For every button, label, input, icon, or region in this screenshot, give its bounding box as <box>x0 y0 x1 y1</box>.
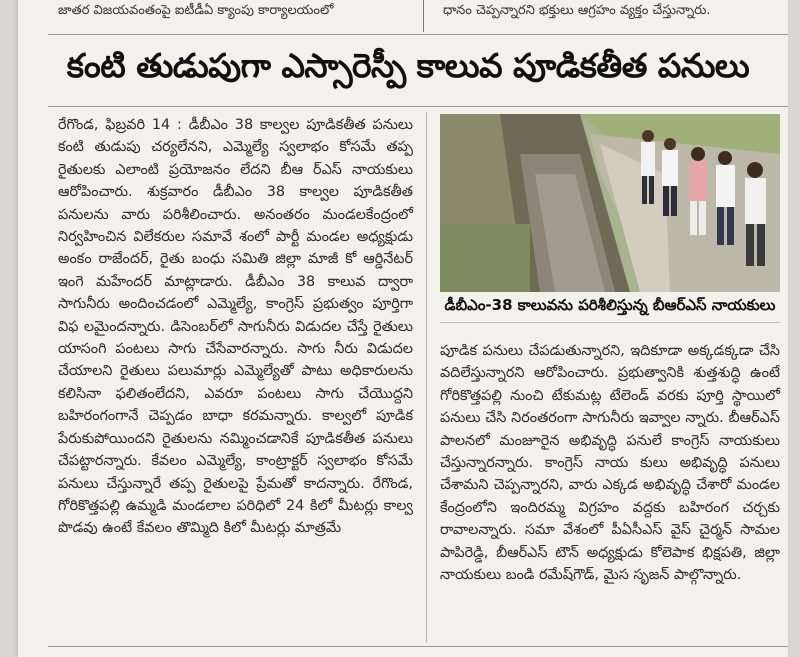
article-body-left-column <box>58 114 413 540</box>
column-divider <box>426 112 427 642</box>
headline-divider <box>48 106 788 107</box>
left-column-text: రేగొండ, ఫిబ్రవరి 14 : డీబీఎం 38 కాల్వల పూడికతీత పనులు కంటి తుడుపు చర్యలేనని, ఎమ్మెల్యే స్వలాభం కోసమే తప్ప రైతులకు ఎలాంటి ప్రయోజనం లేదని బీఆ ర్ఎస్ నాయకులు ఆరోపించారు. శుక్రవారం డీబీఎం 38 కాల్వల పూడికతీత పనులను వారు పరిశీలించారు. అనంతరం మండలకేంద్రంలో నిర్వహించిన విలేకరుల సమావే శంలో పార్టీ మండల అధ్యక్షుడు అంకం రాజేందర్, రైతు బంధు సమితి జిల్లా మాజీ కో ఆర్డినేటర్ ఇంగె మహేందర్ మాట్లాడారు. డీబీఎం 38 కాలువ ద్వారా సాగునీరు అందించడంలో ఎమ్మెల్యే, కాంగ్రెస్ ప్రభుత్వం పూర్తిగా విఫ లమైందన్నారు. డిసెంబర్‌లో సాగునీరు విడుదల చేస్తే రైతులు యాసంగి పంటలు సాగు చేసేవారన్నారు. సాగు నీరు విడుదల చేయాలని రైతులు పలుమార్లు ఎమ్మెల్యేతో పాటు అధికారులను కలిసినా ఫలితంలేదని, ఎవరూ పంటలు సాగు చేయొద్దని బహిరంగంగానే చెప్పడం బాధా కరమన్నారు. కాల్వలో పూడిక పేరుకుపోయిందని రైతులను నమ్మించడానికే పూడికతీత పనులు చేపట్టారన్నారు. కేవలం ఎమ్మెల్యే, కాంట్రాక్టర్ స్వలాభం కోసమే పనులు చేస్తున్నారే తప్ప రైతులపై ప్రేమతో కాదన్నారు. రేగొండ, గోరికొత్తపల్లి ఉమ్మడి మండలాల పరిధిలో 24 కిలో మీటర్లు కాల్వ పొడవు ఉంటే కేవలం తొమ్మిది కిలో మీటర్లు మాత్రమే <box>58 117 413 537</box>
photo-caption: డీబీఎం-38 కాలువను పరిశీలిస్తున్న బీఆర్ఎస్ నాయకులు <box>444 296 776 314</box>
column-divider-top <box>423 0 424 32</box>
right-column-text: పూడిక పనులు చేపడుతున్నారని, ఇదికూడా అక్కడక్కడా చేసి వదిలేస్తున్నారని ఆరోపించారు. ప్రభుత్వానికి శుత్తశుద్ధి ఉంటే గోరికొత్తపల్లి నుంచి టేకుమట్ల టేలెండ్ వరకు పూర్తి స్థాయిలో పనులు చేసి నిరంతరంగా సాగునీరు ఇవ్వాల న్నారు. బీఆర్ఎస్ పాలనలో మంజూరైన అభివృద్ధి పనులే కాంగ్రెస్ నాయకులు చేస్తున్నారన్నారు. కాంగ్రెస్ నాయ కులు అభివృద్ధి పనులు చేశామని చెప్పన్నారని, వారు ఎక్కడ అభివృద్ధి చేశారో మండల కేంద్రంలోని ఇందిరమ్మ విగ్రహం వద్దకు బహిరంగ చర్చకు రావాలన్నారు. సమా వేశంలో పీఏసీఎస్ వైస్ చైర్మన్ సామల పాపిరెడ్డి, బీఆర్ఎస్ టౌన్ అధ్యక్షుడు కోలెపాక భిక్షపతి, జిల్లా నాయకులు బండి రమేష్‌గౌడ్, మైస సృజన్ పాల్గొన్నారు. <box>440 343 780 584</box>
newspaper-page <box>18 0 788 657</box>
bottom-divider <box>48 646 788 647</box>
caption-divider <box>440 322 780 323</box>
previous-article-snippet-left: జాతర విజయవంతంపై ఐటీడీఏ క్యాంపు కార్యాలయంలో <box>58 3 334 18</box>
article-headline: కంటి తుడుపుగా ఎస్సారెస్పీ కాలువ పూడికతీత పనులు <box>66 46 750 85</box>
article-body-right-column <box>440 340 780 586</box>
news-photo <box>440 114 780 292</box>
previous-article-snippet-right: ధానం చెప్పన్నారని భక్తులు ఆగ్రహం వ్యక్తం చేస్తున్నారు. <box>443 3 711 18</box>
top-divider <box>48 34 788 35</box>
